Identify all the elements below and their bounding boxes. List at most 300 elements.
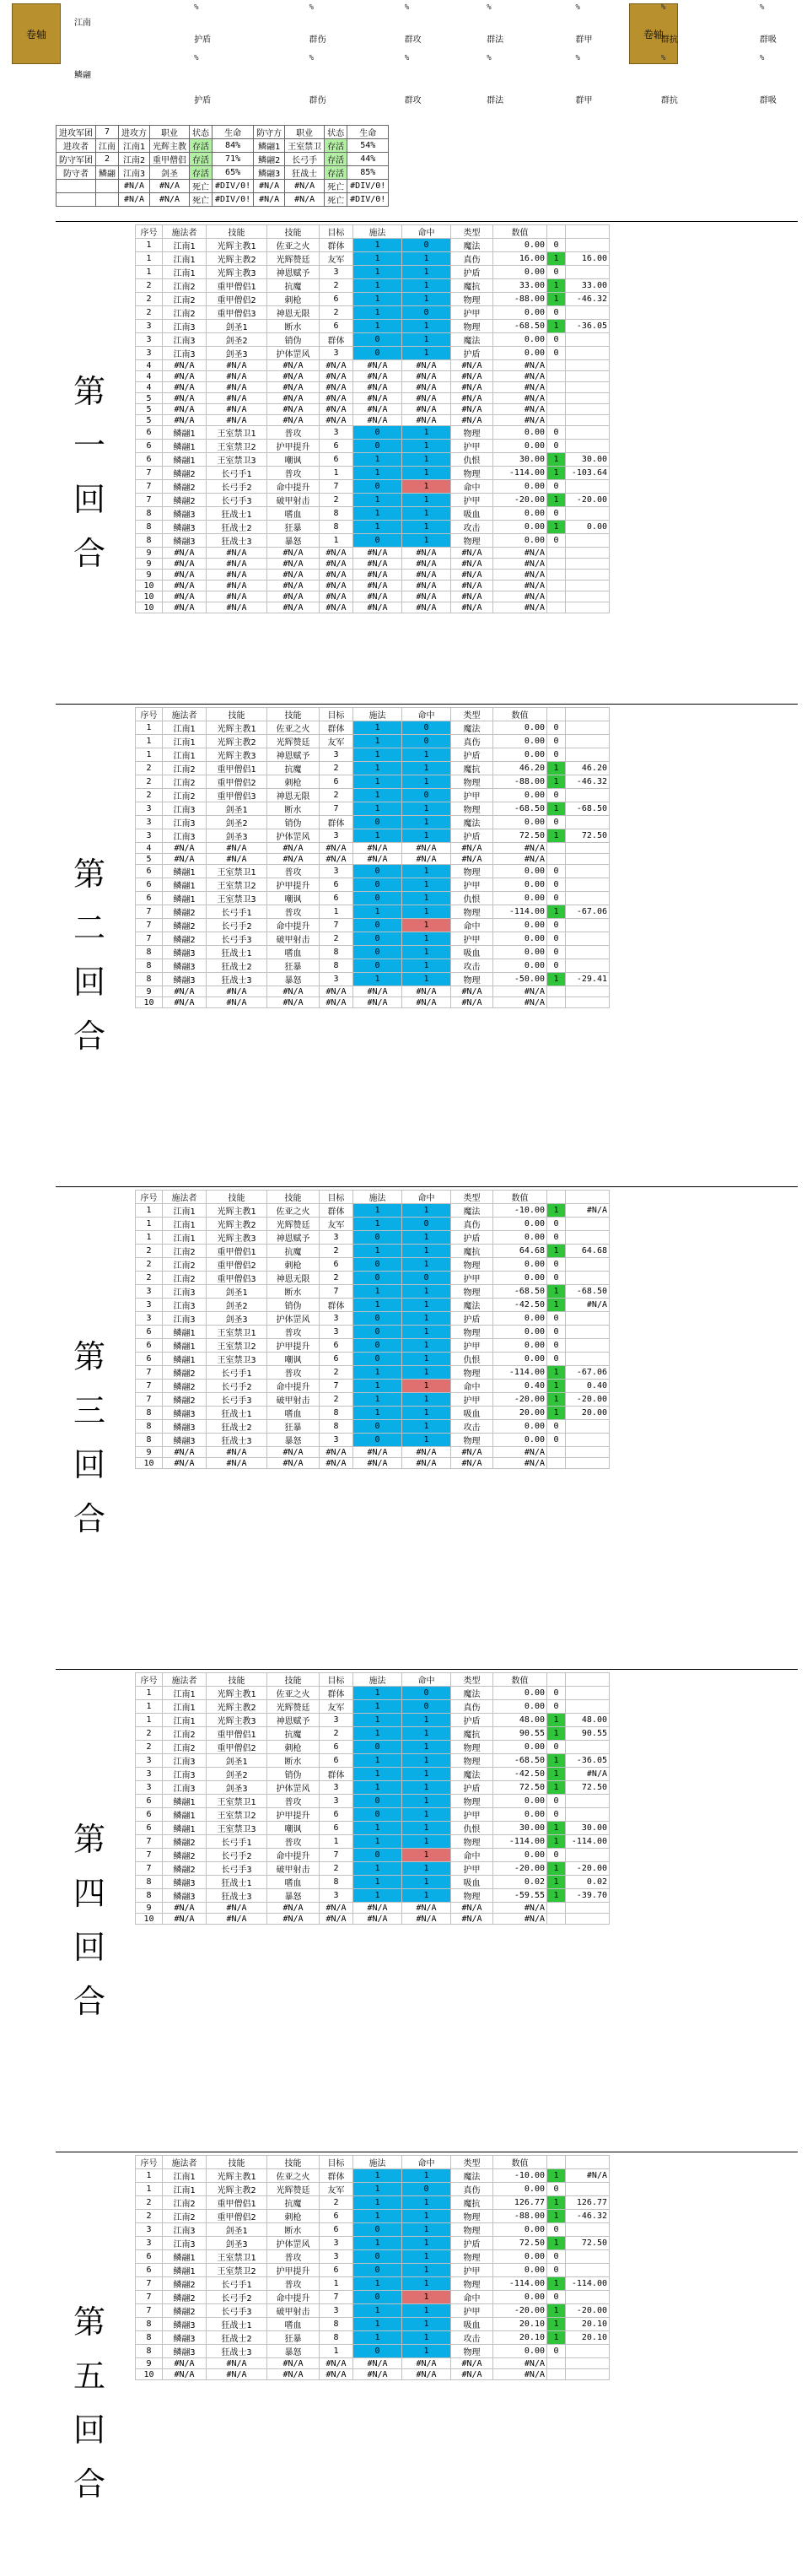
table-cell: 狂暴 bbox=[267, 2331, 320, 2345]
attack-cell: 存活 bbox=[190, 153, 213, 166]
table-cell: 销伪 bbox=[267, 816, 320, 829]
attack-cell: #N/A bbox=[119, 193, 150, 207]
table-cell: #N/A bbox=[451, 2369, 493, 2380]
table-cell: 0.00 bbox=[493, 2183, 547, 2196]
table-cell: 鳞翮2 bbox=[163, 2291, 207, 2304]
round-table bbox=[135, 1672, 610, 1925]
table-cell: 1 bbox=[402, 2318, 451, 2331]
table-cell: 0 bbox=[353, 2250, 402, 2264]
table-cell bbox=[566, 919, 610, 932]
table-header-row bbox=[136, 2156, 610, 2169]
table-cell: 0.00 bbox=[493, 266, 547, 279]
table-cell: 护甲 bbox=[451, 1272, 493, 1285]
table-cell: 鳞翮2 bbox=[163, 905, 207, 919]
table-cell: 1 bbox=[136, 1687, 163, 1700]
table-cell: 1 bbox=[353, 453, 402, 467]
table-cell: 1 bbox=[402, 1835, 451, 1849]
table-cell: #N/A bbox=[493, 1914, 547, 1925]
table-cell: #N/A bbox=[353, 843, 402, 854]
table-cell: 1 bbox=[402, 1849, 451, 1862]
table-cell: 江南3 bbox=[163, 1781, 207, 1795]
table-cell: 狂战士3 bbox=[207, 1434, 267, 1447]
table-cell: 7 bbox=[136, 2277, 163, 2291]
table-cell: 0 bbox=[547, 789, 566, 802]
table-cell: 30.00 bbox=[566, 1822, 610, 1835]
table-cell: 10 bbox=[136, 602, 163, 613]
table-cell: 6 bbox=[136, 892, 163, 905]
table-cell: 光辉赞廷 bbox=[267, 735, 320, 748]
table-cell: 3 bbox=[320, 1795, 353, 1808]
table-cell: 72.50 bbox=[493, 1781, 547, 1795]
table-cell: 1 bbox=[402, 1258, 451, 1272]
table-cell: #N/A bbox=[207, 843, 267, 854]
table-cell: 20.10 bbox=[566, 2318, 610, 2331]
table-cell: 5 bbox=[136, 415, 163, 426]
table-header-cell: 施法 bbox=[353, 225, 402, 239]
table-cell: 7 bbox=[136, 1849, 163, 1862]
table-cell: #N/A bbox=[451, 1447, 493, 1458]
info-value bbox=[96, 180, 119, 193]
info-value bbox=[96, 193, 119, 207]
table-cell: 重甲僧侣2 bbox=[207, 775, 267, 789]
table-row bbox=[136, 843, 610, 854]
table-cell: 0.00 bbox=[493, 735, 547, 748]
table-cell: #N/A bbox=[451, 1914, 493, 1925]
table-cell: #N/A bbox=[451, 997, 493, 1008]
table-cell: #N/A bbox=[493, 548, 547, 559]
table-cell: 1 bbox=[402, 878, 451, 892]
table-cell: 1 bbox=[547, 1727, 566, 1741]
table-cell: 0 bbox=[353, 1258, 402, 1272]
table-cell: 物理 bbox=[451, 1754, 493, 1768]
table-cell: 断水 bbox=[267, 320, 320, 333]
table-cell: 吸血 bbox=[451, 1407, 493, 1420]
table-header-cell: 技能 bbox=[207, 708, 267, 721]
table-cell: 1 bbox=[402, 426, 451, 440]
table-cell: #N/A bbox=[493, 581, 547, 591]
table-cell: #N/A bbox=[353, 382, 402, 393]
table-cell: #N/A bbox=[320, 854, 353, 865]
defend-cell: 职业 bbox=[285, 126, 325, 139]
table-cell: 吸血 bbox=[451, 507, 493, 521]
table-cell: 1 bbox=[136, 252, 163, 266]
round-label-char: 回 bbox=[73, 2411, 105, 2449]
table-cell bbox=[547, 559, 566, 570]
table-header-cell: 数值 bbox=[493, 708, 547, 721]
table-header-cell: 序号 bbox=[136, 708, 163, 721]
table-cell: 1 bbox=[402, 959, 451, 973]
table-cell: 1 bbox=[402, 333, 451, 347]
table-cell: 王室禁卫3 bbox=[207, 453, 267, 467]
table-cell: 魔抗 bbox=[451, 1245, 493, 1258]
header-pct-cols_a-2: % bbox=[404, 3, 410, 12]
defend-cell: 狂战士 bbox=[285, 166, 325, 180]
table-header-cell: 命中 bbox=[402, 1673, 451, 1687]
table-cell: 王室禁卫1 bbox=[207, 865, 267, 878]
table-cell: 7 bbox=[136, 1366, 163, 1380]
table-cell: 3 bbox=[136, 320, 163, 333]
table-cell: 1 bbox=[402, 1876, 451, 1889]
table-cell: 1 bbox=[547, 1380, 566, 1393]
table-cell: 0.00 bbox=[493, 1795, 547, 1808]
table-cell: 0 bbox=[353, 919, 402, 932]
table-cell: 0 bbox=[547, 1231, 566, 1245]
table-cell: 8 bbox=[320, 959, 353, 973]
table-row bbox=[136, 735, 610, 748]
table-cell: 光辉主教1 bbox=[207, 2169, 267, 2183]
header-col-cols_a-2: 群攻 bbox=[404, 35, 422, 45]
table-cell: #N/A bbox=[267, 1447, 320, 1458]
table-cell: #N/A bbox=[207, 393, 267, 404]
table-cell: 0 bbox=[547, 1741, 566, 1754]
table-cell: 物理 bbox=[451, 320, 493, 333]
table-cell: 3 bbox=[320, 2237, 353, 2250]
table-cell: 3 bbox=[320, 2304, 353, 2318]
table-cell: 0 bbox=[547, 239, 566, 252]
table-row bbox=[136, 591, 610, 602]
header-pct-cols_a-3: % bbox=[487, 3, 492, 12]
table-cell bbox=[547, 997, 566, 1008]
table-row bbox=[136, 892, 610, 905]
table-cell: 物理 bbox=[451, 1889, 493, 1903]
table-cell: #N/A bbox=[451, 559, 493, 570]
table-cell: 1 bbox=[402, 279, 451, 293]
table-cell bbox=[547, 2358, 566, 2369]
table-row bbox=[136, 1795, 610, 1808]
table-cell bbox=[566, 602, 610, 613]
table-cell: 0 bbox=[402, 1272, 451, 1285]
table-cell: 2 bbox=[136, 2210, 163, 2223]
table-cell: #N/A bbox=[493, 404, 547, 415]
table-cell: #N/A bbox=[493, 843, 547, 854]
table-cell: #N/A bbox=[163, 843, 207, 854]
table-cell bbox=[547, 591, 566, 602]
table-cell: 1 bbox=[402, 2250, 451, 2264]
table-cell bbox=[547, 360, 566, 371]
table-cell: 48.00 bbox=[566, 1714, 610, 1727]
table-cell: 鳞翮1 bbox=[163, 453, 207, 467]
table-cell: 1 bbox=[353, 2318, 402, 2331]
defend-cell: 鳞翮2 bbox=[254, 153, 285, 166]
table-header-cell: 目标 bbox=[320, 2156, 353, 2169]
table-cell: 1 bbox=[547, 1754, 566, 1768]
table-cell: 6 bbox=[136, 1822, 163, 1835]
table-cell: 0 bbox=[353, 440, 402, 453]
table-cell: 狂战士2 bbox=[207, 959, 267, 973]
table-cell: 0 bbox=[547, 892, 566, 905]
table-header-cell: 施法 bbox=[353, 2156, 402, 2169]
attack-cell: 江南3 bbox=[119, 166, 150, 180]
table-row bbox=[136, 2264, 610, 2277]
table-cell: 鳞翮3 bbox=[163, 959, 207, 973]
table-cell: 鳞翮3 bbox=[163, 521, 207, 534]
table-cell: 1 bbox=[547, 494, 566, 507]
table-cell: 狂战士3 bbox=[207, 2345, 267, 2358]
table-row bbox=[136, 521, 610, 534]
table-cell: #N/A bbox=[320, 581, 353, 591]
table-cell: 0 bbox=[547, 1687, 566, 1700]
table-cell: 0 bbox=[353, 347, 402, 360]
table-cell: -68.50 bbox=[493, 320, 547, 333]
table-cell: 魔法 bbox=[451, 333, 493, 347]
table-cell: 1 bbox=[353, 467, 402, 480]
header-pct-cols_b-5: % bbox=[660, 54, 666, 62]
table-header-cell bbox=[547, 708, 566, 721]
table-cell: 0.00 bbox=[493, 1272, 547, 1285]
table-cell: #N/A bbox=[207, 1903, 267, 1914]
table-cell: 鳞翮1 bbox=[163, 1353, 207, 1366]
table-cell: 0.00 bbox=[493, 748, 547, 762]
table-cell: 1 bbox=[547, 802, 566, 816]
side-b-label: 鳞翮 bbox=[74, 71, 91, 80]
table-header-cell: 施法者 bbox=[163, 708, 207, 721]
table-cell: 1 bbox=[547, 2196, 566, 2210]
table-cell: 16.00 bbox=[566, 252, 610, 266]
table-cell: 江南1 bbox=[163, 735, 207, 748]
table-cell: 1 bbox=[136, 1204, 163, 1218]
table-cell: -114.00 bbox=[493, 467, 547, 480]
table-cell: 江南3 bbox=[163, 1285, 207, 1299]
table-cell: 0.00 bbox=[493, 1700, 547, 1714]
table-cell: 7 bbox=[320, 802, 353, 816]
table-cell: 0.00 bbox=[493, 789, 547, 802]
table-cell: #N/A bbox=[493, 382, 547, 393]
table-header-cell: 施法 bbox=[353, 1673, 402, 1687]
table-cell: 1 bbox=[353, 1204, 402, 1218]
table-cell: -50.00 bbox=[493, 973, 547, 986]
table-cell: #N/A bbox=[493, 591, 547, 602]
table-cell: 销伪 bbox=[267, 1299, 320, 1312]
table-cell: 1 bbox=[353, 1862, 402, 1876]
table-cell bbox=[566, 360, 610, 371]
table-cell: 江南2 bbox=[163, 2210, 207, 2223]
table-header-cell: 数值 bbox=[493, 2156, 547, 2169]
table-cell: 嗜血 bbox=[267, 1407, 320, 1420]
table-cell: 1 bbox=[353, 1700, 402, 1714]
table-cell: #N/A bbox=[320, 2369, 353, 2380]
table-cell: 1 bbox=[402, 2331, 451, 2345]
table-cell: 光辉主教1 bbox=[207, 1687, 267, 1700]
table-cell: 0.00 bbox=[493, 1312, 547, 1326]
table-cell: #N/A bbox=[267, 570, 320, 581]
table-cell bbox=[566, 1434, 610, 1447]
table-cell: 仇恨 bbox=[451, 1822, 493, 1835]
table-cell: 1 bbox=[136, 748, 163, 762]
table-cell: #N/A bbox=[451, 548, 493, 559]
table-row bbox=[136, 2169, 610, 2183]
table-cell: 江南1 bbox=[163, 266, 207, 279]
table-cell: 江南2 bbox=[163, 789, 207, 802]
table-cell: #N/A bbox=[267, 371, 320, 382]
table-cell: 6 bbox=[320, 2264, 353, 2277]
attack-cell: #DIV/0! bbox=[213, 193, 254, 207]
table-row bbox=[136, 1835, 610, 1849]
table-cell: 狂战士3 bbox=[207, 1889, 267, 1903]
header-col-cols_a-4: 群甲 bbox=[575, 35, 593, 45]
table-cell: -59.55 bbox=[493, 1889, 547, 1903]
defend-cell: #DIV/0! bbox=[347, 180, 389, 193]
round-separator bbox=[56, 704, 798, 705]
table-cell: 长弓手2 bbox=[207, 919, 267, 932]
table-cell: 0.02 bbox=[566, 1876, 610, 1889]
table-cell: 1 bbox=[547, 1889, 566, 1903]
table-cell: 2 bbox=[136, 293, 163, 306]
table-cell: 断水 bbox=[267, 1285, 320, 1299]
table-row bbox=[136, 2304, 610, 2318]
table-cell: 物理 bbox=[451, 2210, 493, 2223]
table-cell: #N/A bbox=[493, 1458, 547, 1469]
table-cell: 1 bbox=[547, 1822, 566, 1835]
table-cell: #N/A bbox=[163, 404, 207, 415]
table-row bbox=[136, 1339, 610, 1353]
table-cell: 2 bbox=[320, 279, 353, 293]
table-cell: 0.00 bbox=[493, 2291, 547, 2304]
table-row bbox=[136, 570, 610, 581]
table-cell bbox=[566, 2291, 610, 2304]
table-header-cell: 技能 bbox=[267, 225, 320, 239]
table-row bbox=[136, 1914, 610, 1925]
table-cell: 光辉赞廷 bbox=[267, 2183, 320, 2196]
table-row bbox=[136, 1420, 610, 1434]
table-cell: 命中提升 bbox=[267, 1849, 320, 1862]
table-cell: 1 bbox=[320, 2345, 353, 2358]
table-cell bbox=[566, 1339, 610, 1353]
table-cell: -20.00 bbox=[493, 2304, 547, 2318]
table-cell: 命中提升 bbox=[267, 919, 320, 932]
table-cell: #N/A bbox=[163, 602, 207, 613]
table-cell: #N/A bbox=[267, 360, 320, 371]
table-cell: #N/A bbox=[353, 997, 402, 1008]
table-cell: 1 bbox=[353, 2169, 402, 2183]
table-cell: 剑圣3 bbox=[207, 829, 267, 843]
table-cell: 1 bbox=[402, 534, 451, 548]
header-col-cols_a-6: 群吸 bbox=[759, 35, 777, 45]
table-cell: #N/A bbox=[402, 360, 451, 371]
table-cell: #N/A bbox=[353, 986, 402, 997]
table-row bbox=[136, 865, 610, 878]
defend-cell: 存活 bbox=[325, 166, 347, 180]
table-cell: 0.00 bbox=[493, 1849, 547, 1862]
table-cell: 10 bbox=[136, 591, 163, 602]
table-cell bbox=[547, 581, 566, 591]
table-header-cell: 数值 bbox=[493, 1673, 547, 1687]
round-table bbox=[135, 224, 610, 613]
table-cell: 普攻 bbox=[267, 2277, 320, 2291]
table-cell: 2 bbox=[320, 789, 353, 802]
round-label bbox=[73, 2295, 106, 2511]
table-cell bbox=[566, 559, 610, 570]
table-cell: 1 bbox=[320, 905, 353, 919]
table-cell: 剑圣2 bbox=[207, 1768, 267, 1781]
table-cell: 1 bbox=[353, 1727, 402, 1741]
table-cell: 1 bbox=[402, 973, 451, 986]
table-cell: 0 bbox=[547, 1272, 566, 1285]
table-cell: #N/A bbox=[402, 570, 451, 581]
round-separator bbox=[56, 1669, 798, 1670]
table-cell: 鳞翮3 bbox=[163, 946, 207, 959]
table-cell: 7 bbox=[136, 919, 163, 932]
table-cell: #N/A bbox=[163, 415, 207, 426]
table-cell: 6 bbox=[320, 293, 353, 306]
table-cell: 6 bbox=[320, 1353, 353, 1366]
table-row bbox=[136, 959, 610, 973]
table-cell: 6 bbox=[320, 320, 353, 333]
table-cell: 7 bbox=[320, 2291, 353, 2304]
table-cell: #N/A bbox=[320, 570, 353, 581]
table-cell bbox=[566, 789, 610, 802]
table-cell bbox=[566, 932, 610, 946]
header-col-cols_b-1: 群伤 bbox=[309, 96, 326, 105]
info-row bbox=[56, 166, 389, 180]
table-cell bbox=[566, 878, 610, 892]
table-cell: 鳞翮2 bbox=[163, 1835, 207, 1849]
table-cell: 剑圣1 bbox=[207, 802, 267, 816]
table-cell: #N/A bbox=[207, 997, 267, 1008]
table-cell: 1 bbox=[402, 816, 451, 829]
table-cell: #N/A bbox=[267, 591, 320, 602]
header-col-cols_b-5: 群抗 bbox=[660, 96, 678, 105]
table-cell: 0 bbox=[547, 1420, 566, 1434]
table-cell: 王室禁卫3 bbox=[207, 892, 267, 905]
table-cell bbox=[566, 1700, 610, 1714]
table-cell: -68.50 bbox=[493, 1754, 547, 1768]
table-cell: 3 bbox=[320, 1714, 353, 1727]
table-cell: #N/A bbox=[493, 2369, 547, 2380]
table-cell: 物理 bbox=[451, 467, 493, 480]
table-cell: 64.68 bbox=[566, 1245, 610, 1258]
attack-cell: 71% bbox=[213, 153, 254, 166]
table-cell: 0 bbox=[547, 1218, 566, 1231]
table-cell: 护盾 bbox=[451, 1231, 493, 1245]
table-cell: 1 bbox=[402, 293, 451, 306]
table-cell: 1 bbox=[547, 1407, 566, 1420]
round-label-char: 合 bbox=[73, 1500, 105, 1537]
side-a-label: 江南 bbox=[74, 19, 91, 28]
table-cell: 攻击 bbox=[451, 2331, 493, 2345]
table-cell: -20.00 bbox=[566, 1862, 610, 1876]
table-cell: 3 bbox=[320, 865, 353, 878]
table-cell: #N/A bbox=[353, 371, 402, 382]
table-cell: 0 bbox=[402, 721, 451, 735]
table-cell: 鳞翮1 bbox=[163, 2264, 207, 2277]
table-cell: #N/A bbox=[402, 1447, 451, 1458]
table-cell: 魔法 bbox=[451, 1204, 493, 1218]
attack-cell: 江南2 bbox=[119, 153, 150, 166]
table-cell: 0 bbox=[402, 1218, 451, 1231]
header bbox=[0, 0, 807, 118]
table-cell: 7 bbox=[136, 2291, 163, 2304]
header-pct-cols_b-0: % bbox=[194, 54, 199, 62]
table-cell: #N/A bbox=[402, 1903, 451, 1914]
table-cell: 魔抗 bbox=[451, 2196, 493, 2210]
table-cell: 8 bbox=[320, 1407, 353, 1420]
table-cell: -20.00 bbox=[493, 1393, 547, 1407]
table-cell: 长弓手2 bbox=[207, 2291, 267, 2304]
table-cell: 王室禁卫1 bbox=[207, 1326, 267, 1339]
table-cell: 1 bbox=[402, 1768, 451, 1781]
round-label-char: 合 bbox=[73, 2465, 105, 2503]
table-cell: 8 bbox=[320, 2318, 353, 2331]
table-cell bbox=[566, 266, 610, 279]
table-cell: #N/A bbox=[451, 591, 493, 602]
table-cell: 狂暴 bbox=[267, 521, 320, 534]
table-cell: #N/A bbox=[207, 591, 267, 602]
table-cell: #N/A bbox=[451, 2358, 493, 2369]
table-cell: #N/A bbox=[163, 371, 207, 382]
table-cell: 0 bbox=[547, 2250, 566, 2264]
table-cell: 7 bbox=[320, 480, 353, 494]
table-cell: 刺枪 bbox=[267, 293, 320, 306]
